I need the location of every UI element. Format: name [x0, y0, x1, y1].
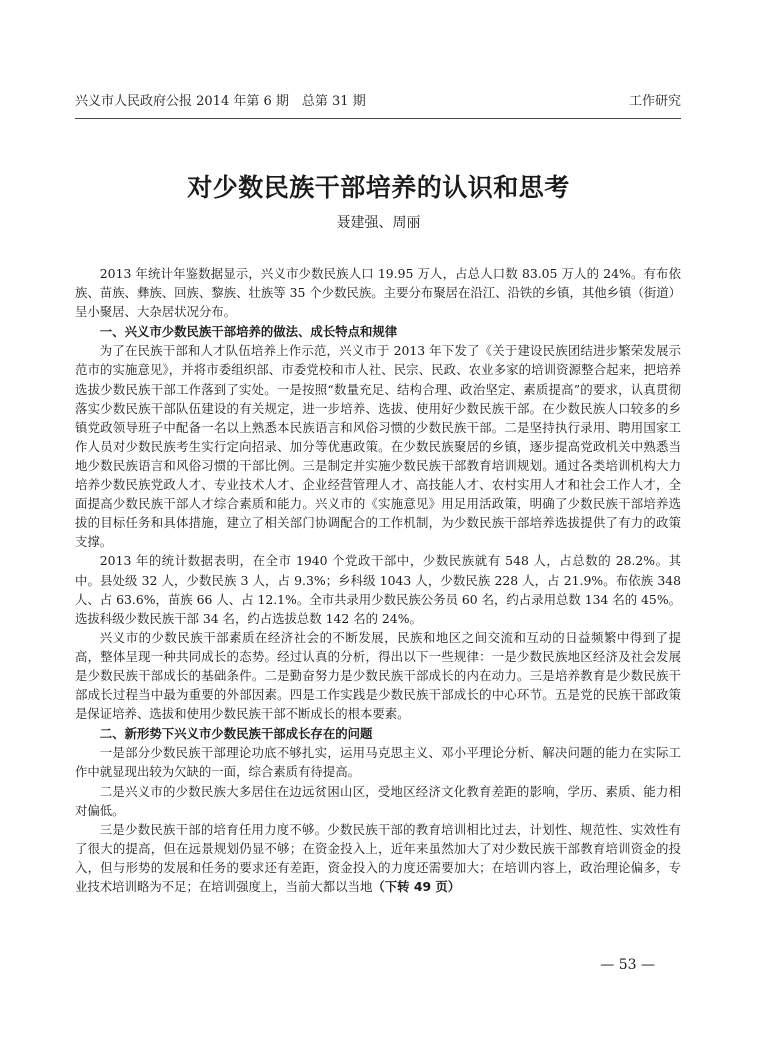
paragraph-text: 三是少数民族干部的培育任用力度不够。少数民族干部的教育培训相比过去，计划性、规范性、实效性有了很大的提高，但在远景规划仍显不够；在资金投入上，近年来虽然加大了对少数民族干部教育培训资金的投入，但与形势的发展和任务的要求还有差距，资金投入的力度还需要加大；在培训内容上，政治理论偏多，专业技术培训略为不足；在培训强度上，当前大都以当地 — [75, 821, 681, 894]
intro-paragraph: 2013 年统计年鉴数据显示，兴义市少数民族人口 19.95 万人，占总人口数 83.05 万人的 24%。有布依族、苗族、彝族、回族、黎族、壮族等 35 个少数民族。主要分布聚居在沿江、沿铁的乡镇，其他乡镇（街道）呈小聚居、大杂居状况分布。 — [75, 266, 682, 320]
paragraph: 二是兴义市的少数民族大多居住在边远贫困山区，受地区经济文化教育差距的影响，学历、素质、能力相对偏低。 — [75, 783, 681, 818]
paragraph: 兴义市的少数民族干部素质在经济社会的不断发展，民族和地区之间交流和互动的日益频繁中得到了提高，整体呈现一种共同成长的态势。经过认真的分析，得出以下一些规律：一是少数民族地区经济及社会发展是少数民族干部成长的基础条件。二是勤奋努力是少数民族干部成长的内在动力。三是培养教育是少数民族干部成长过程当中最为重要的外部因素。四是工作实践是少数民族干部成长的中心环节。五是党的民族干部政策是保证培养、选拔和使用少数民族干部不断成长的根本要素。 — [75, 629, 681, 722]
paragraph: 为了在民族干部和人才队伍培养上作示范，兴义市于 2013 年下发了《关于建设民族团结进步繁荣发展示范市的实施意见》，并将市委组织部、市委党校和市人社、民宗、民政、农业多家的培训资源整合起来，把培养选拔少数民族干部工作落到了实处。一是按照“数量充足、结构合理、政治坚定、素质提高”的要求，认真贯彻落实少数民族干部队伍建设的有关规定，进一步培养、选拔、使用好少数民族干部。在少数民族人口较多的乡镇党政领导班子中配备一名以上熟悉本民族语言和风俗习惯的少数民族干部。二是坚持执行录用、聘用国家工作人员对少数民族考生实行定向招录、加分等优惠政策。在少数民族聚居的乡镇，逐步提高党政机关中熟悉当地少数民族语言和风俗习惯的干部比例。三是制定并实施少数民族干部教育培训规划。通过各类培训机构大力培养少数民族党政人才、专业技术人才、企业经营管理人才、高技能人才、农村实用人才和社会工作人才，全面提高少数民族干部人才综合素质和能力。兴义市的《实施意见》用足用活政策，明确了少数民族干部培养选拔的目标任务和具体措施，建立了相关部门协调配合的工作机制，为少数民族干部培养选拔提供了有力的政策支撑。 — [75, 343, 681, 550]
running-header-left: 兴义市人民政府公报 2014 年第 6 期 总第 31 期 — [75, 94, 366, 109]
paragraph: 2013 年的统计数据表明，在全市 1940 个党政干部中，少数民族就有 548 人，占总数的 28.2%。其中。县处级 32 人，少数民族 3 人，占 9.3%；乡科级 1043 人，少数民族 228 人，占 21.9%。布依族 348 人、占 63.6%，苗族 66 人、占 12.1%。全市共录用少数民族公务员 60 名，约占录用总数 134 名的 45%。选拔科级少数民族干部 34 名，约占选拔总数 142 名的 24%。 — [75, 553, 681, 626]
paragraph: 一是部分少数民族干部理论功底不够扎实，运用马克思主义、邓小平理论分析、解决问题的能力在实际工作中就显现出较为欠缺的一面，综合素质有待提高。 — [75, 745, 681, 780]
paragraph-last — [75, 820, 681, 896]
section-heading-2: 二、新形势下兴义市少数民族干部成长存在的问题 — [99, 726, 373, 742]
article-title: 对少数民族干部培养的认识和思考 — [187, 173, 570, 202]
section-heading-1: 一、兴义市少数民族干部培养的做法、成长特点和规律 — [99, 324, 398, 340]
article-authors: 聂建强、周丽 — [336, 215, 421, 231]
header-divider — [75, 118, 681, 119]
article-body — [75, 264, 681, 896]
continued-note: （下转 49 页） — [372, 879, 461, 894]
page-number: — 53 — — [600, 957, 655, 973]
running-header-right: 工作研究 — [628, 94, 681, 109]
